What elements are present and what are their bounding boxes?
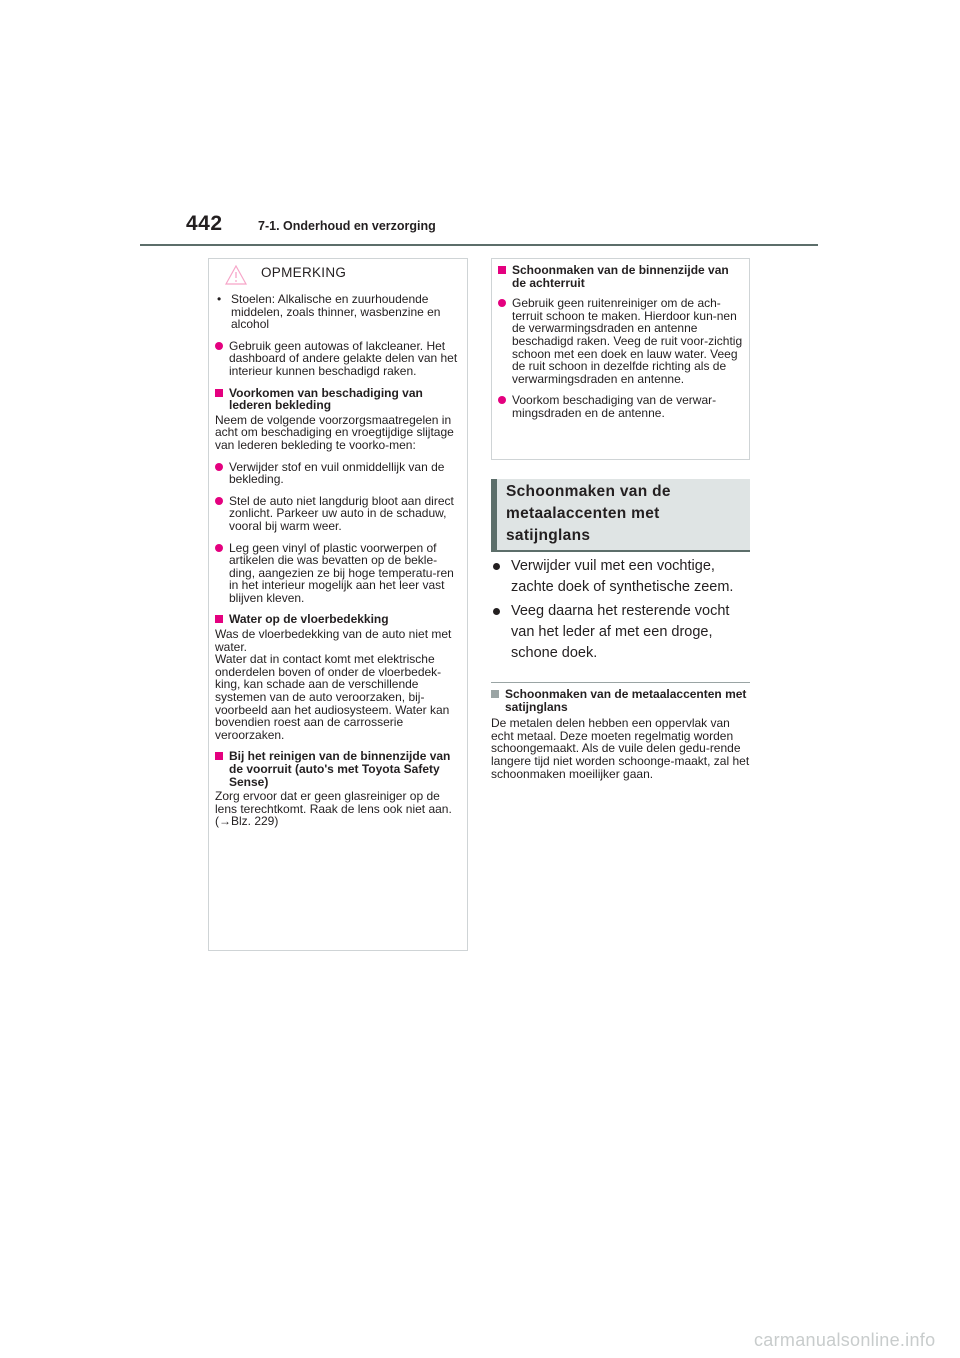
warning-triangle-icon [225,265,247,285]
wax-note: Gebruik geen autowas of lakcleaner. Het dashboard of andere gelakte delen van het interieur kunnen beschadigd raken. [215,340,461,378]
bullet-icon [493,563,500,570]
list-item: Verwijder vuil met een vochtige, zachte doek of synthetische zeem. [491,556,750,598]
list-item: Veeg daarna het resterende vocht van het leder af met een droge, schone doek. [491,601,750,664]
pink-dot-icon [215,463,223,471]
step-list [491,556,750,667]
list-item: Stel de auto niet langdurig bloot aan direct zonlicht. Parkeer uw auto in de schaduw, vooral bij warm weer. [215,495,461,533]
pink-square-icon [215,389,223,397]
sub-section-rule [491,682,750,683]
pink-dot-icon [215,342,223,350]
rear-window-box [491,258,750,460]
section-heading: Schoonmaken van de metaalaccenten met satijnglans [491,479,750,552]
floor-heading: Water op de vloerbedekking [215,613,461,626]
header-rule [140,244,818,246]
pink-dot-icon [215,544,223,552]
notice-label: OPMERKING [261,265,347,280]
pink-dot-icon [215,497,223,505]
sub-section-heading: Schoonmaken van de metaalaccenten met satijnglans [491,688,750,713]
bullet-icon: • [217,292,222,306]
bullet-icon [493,608,500,615]
list-item: Voorkom beschadiging van de verwar-mingsdraden en de antenne. [498,394,743,419]
leather-body: Neem de volgende voorzorgsmaatregelen in acht om beschadiging en vroegtijdige slijtage van lederen bekleding te voorko-men: [215,412,454,452]
sub-section-body: De metalen delen hebben een oppervlak van echt metaal. Deze moeten regelmatig worden schoongemaakt. Als de vuile delen gedu-rende langere tijd niet worden schoonge-maakt, zal het schoonmaken moeilijker gaan. [491,716,750,781]
watermark: carmanualsonline.info [754,1330,936,1350]
sub-section [491,688,750,789]
intro-bullet: • Stoelen: Alkalische en zuurhoudende middelen, zoals thinner, wasbenzine en alcohol [217,292,441,332]
pink-square-icon [215,615,223,623]
pink-square-icon [498,266,506,274]
floor-body: Was de vloerbedekking van de auto niet met water. Water dat in contact komt met elektrische onderdelen boven of onder de vloerbedek-king, kan schade aan de verschillende systemen van de auto veroorzaken, bij-voorbeeld aan het audiosysteem. Water kan bovendien roest aan de carrosserie veroorzaken. [215,627,452,742]
list-item: Leg geen vinyl of plastic voorwerpen of artikelen die was bevatten op de bekle-ding, aangezien ze bij hoge temperatu-ren in het interieur mogelijk aan het leer vast blijven kleven. [215,542,461,605]
list-item: Verwijder stof en vuil onmiddellijk van de bekleding. [215,461,461,486]
grey-square-icon [491,690,499,698]
pink-dot-icon [498,299,506,307]
notice-header [209,265,467,285]
pink-dot-icon [498,396,506,404]
section-title: 7-1. Onderhoud en verzorging [258,219,436,233]
windshield-heading: Bij het reinigen van de binnenzijde van de voorruit (auto's met Toyota Safety Sense) [215,750,461,788]
rear-window-heading: Schoonmaken van de binnenzijde van de achterruit [498,264,743,289]
windshield-body: Zorg ervoor dat er geen glasreiniger op de lens terechtkomt. Raak de lens ook niet aan. (→Blz. 229) [215,789,452,829]
page-number: 442 [186,212,223,235]
pink-square-icon [215,752,223,760]
leather-heading: Voorkomen van beschadiging van lederen bekleding [215,387,461,412]
notice-box [208,258,468,951]
list-item: Gebruik geen ruitenreiniger om de ach-terruit schoon te maken. Hierdoor kun-nen de verwarmingsdraden en antenne beschadigd raken. Veeg de ruit voor-zichtig schoon met een doek en lauw water. Veeg de ruit schoon in dezelfde richting als de verwarmingsdraden en antenne. [498,297,743,385]
